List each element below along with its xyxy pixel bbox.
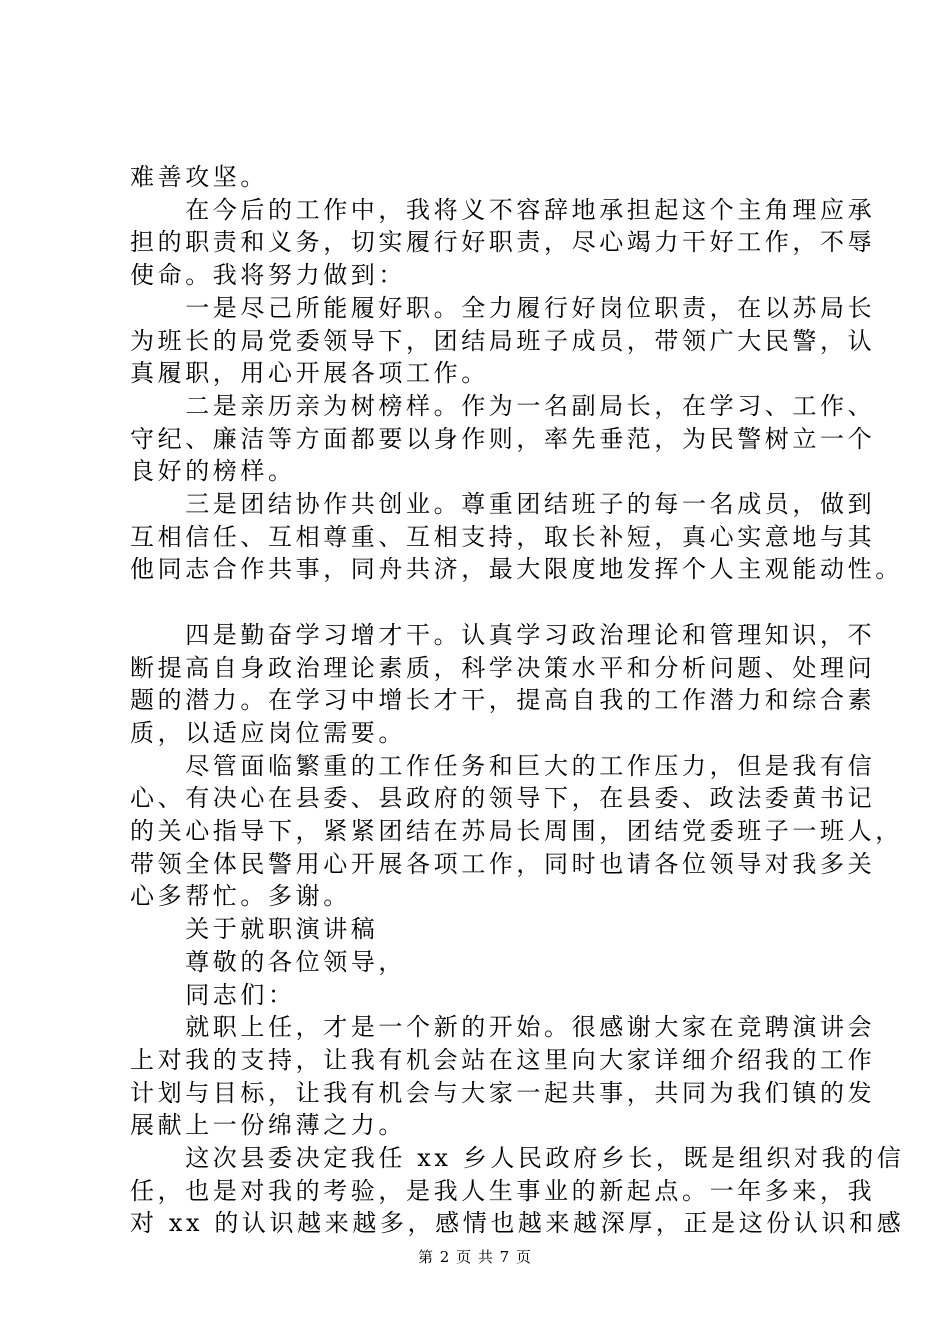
text-line: 守纪、廉洁等方面都要以身作则，率先垂范，为民警树立一个: [130, 424, 876, 453]
text-line: 尽管面临繁重的工作任务和巨大的工作压力，但是我有信: [130, 751, 876, 780]
paragraph: [130, 194, 876, 292]
text-line: 带领全体民警用心开展各项工作，同时也请各位领导对我多关: [130, 849, 876, 878]
paragraph: [130, 979, 850, 1012]
paragraph: [130, 946, 850, 979]
text-line: 同志们：: [130, 980, 296, 1009]
text-line: 二是亲历亲为树榜样。作为一名副局长，在学习、工作、: [130, 391, 876, 420]
text-line: 心、有决心在县委、县政府的领导下，在县委、政法委黄书记: [130, 784, 876, 813]
text-line: 展献上一份绵薄之力。: [130, 1111, 406, 1140]
text-line: 这次县委决定我任 xx 乡人民政府乡长，既是组织对我的信: [130, 1144, 905, 1173]
paragraph: [130, 750, 903, 914]
paragraph-gap: [130, 586, 850, 619]
paragraph: [130, 1011, 876, 1142]
text-line: 任，也是对我的考验，是我人生事业的新起点。一年多来，我: [130, 1176, 876, 1205]
text-line: 尊敬的各位领导，: [130, 947, 406, 976]
text-line: 为班长的局党委领导下，团结局班子成员，带领广大民警，认: [130, 326, 876, 355]
document-body: [130, 161, 905, 1240]
text-line: 真履职，用心开展各项工作。: [130, 359, 489, 388]
paragraph: [130, 488, 903, 586]
paragraph: [130, 390, 876, 488]
text-line: 一是尽己所能履好职。全力履行好岗位职责，在以苏局长: [130, 293, 876, 322]
paragraph: [130, 292, 876, 390]
paragraph: [130, 913, 850, 946]
text-line: 难善攻坚。: [130, 163, 268, 191]
text-line: 四是勤奋学习增才干。认真学习政治理论和管理知识，不: [130, 620, 876, 649]
text-line: 在今后的工作中，我将义不容辞地承担起这个主角理应承: [130, 195, 876, 224]
page-number-label: 第 2 页 共 7 页: [418, 1248, 532, 1266]
text-line: 对 xx 的认识越来越多，感情也越来越深厚，正是这份认识和感: [130, 1209, 905, 1238]
text-line: 题的潜力。在学习中增长才干，提高自我的工作潜力和综合素: [130, 686, 876, 715]
text-line: 上对我的支持，让我有机会站在这里向大家详细介绍我的工作: [130, 1045, 876, 1074]
text-line: 质，以适应岗位需要。: [130, 718, 406, 747]
text-line: 他同志合作共事，同舟共济，最大限度地发挥个人主观能动性。: [130, 555, 903, 584]
text-line: 互相信任、互相尊重、互相支持，取长补短，真心实意地与其: [130, 522, 876, 551]
page-footer: [0, 1246, 950, 1267]
text-line: 计划与目标，让我有机会与大家一起共事，共同为我们镇的发: [130, 1078, 876, 1107]
text-line: 担的职责和义务，切实履行好职责，尽心竭力干好工作，不辱: [130, 228, 876, 257]
text-line: 关于就职演讲稿: [130, 915, 379, 944]
text-line: 三是团结协作共创业。尊重团结班子的每一名成员，做到: [130, 490, 876, 519]
text-line: 良好的榜样。: [130, 457, 296, 486]
paragraph: [130, 1142, 905, 1240]
text-line: 心多帮忙。多谢。: [130, 882, 351, 911]
text-line: 断提高自身政治理论素质，科学决策水平和分析问题、处理问: [130, 653, 876, 682]
paragraph: [130, 619, 876, 750]
text-line: 使命。我将努力做到：: [130, 261, 406, 290]
paragraph: [130, 161, 850, 194]
text-line: 就职上任，才是一个新的开始。很感谢大家在竞聘演讲会: [130, 1013, 876, 1042]
text-line: 的关心指导下，紧紧团结在苏局长周围，团结党委班子一班人，: [130, 817, 903, 846]
